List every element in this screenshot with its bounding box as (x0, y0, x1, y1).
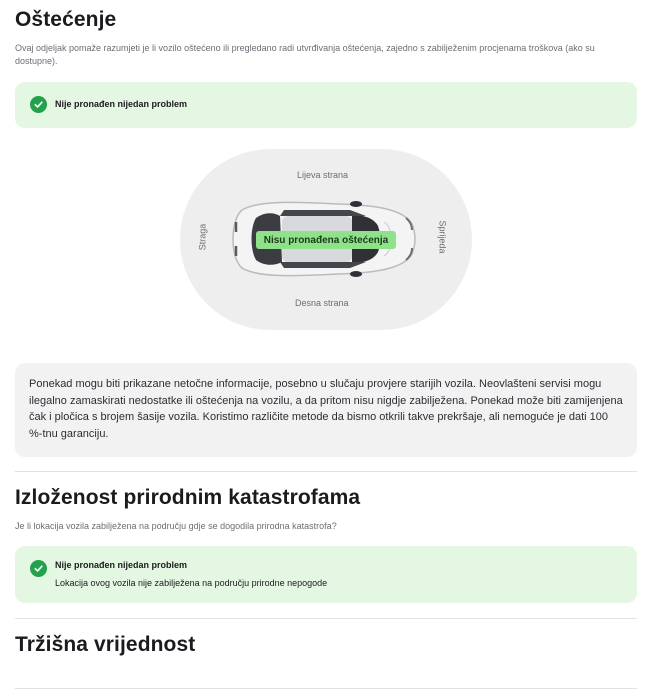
section-divider (15, 688, 637, 689)
damage-section-title: Oštećenje (15, 8, 117, 31)
right-side-label: Desna strana (295, 298, 349, 308)
damage-status-box (15, 82, 637, 128)
market-value-section-title: Tržišna vrijednost (15, 633, 196, 656)
disasters-section-description: Je li lokacija vozila zabilježena na području gdje se dogodila prirodna katastrofa? (15, 521, 337, 531)
disasters-status-detail: Lokacija ovog vozila nije zabilježena na području prirodne nepogode (55, 578, 328, 588)
damage-status-title: Nije pronađen nijedan problem (55, 99, 188, 109)
rear-label: Straga (197, 223, 208, 251)
section-divider (15, 471, 637, 472)
left-side-label: Lijeva strana (297, 170, 349, 180)
front-label: Sprijeda (437, 220, 448, 254)
disasters-status-box (15, 546, 637, 603)
disasters-status-title: Nije pronađen nijedan problem (55, 560, 188, 570)
disasters-section-title: Izloženost prirodnim katastrofama (15, 486, 361, 509)
damage-section-description: Ovaj odjeljak pomaže razumjeti je li vozilo oštećeno ili pregledano radi utvrđivanja oštećenja, zajedno s zabilježenim procjenama troškova (ako su dostupne). (15, 43, 595, 66)
section-divider (15, 618, 637, 619)
check-circle-icon (30, 96, 47, 113)
check-circle-icon (30, 560, 47, 577)
damage-disclaimer: Ponekad mogu biti prikazane netočne informacije, posebno u slučaju provjere starijih vozila. Neovlašteni servisi mogu ilegalno zamaskirati nedostatke ili oštećenja na vozilu, a da pritom nisu nigdje zabilježena. Ponekad može biti zamijenjena čak i pločica s brojem šasije vozila. Koristimo različite metode da bismo otkrili takve prekršaje, ali nemoguće je dati 100 %-tnu garanciju. (15, 363, 637, 457)
no-damage-badge: Nisu pronađena oštećenja (256, 231, 396, 249)
